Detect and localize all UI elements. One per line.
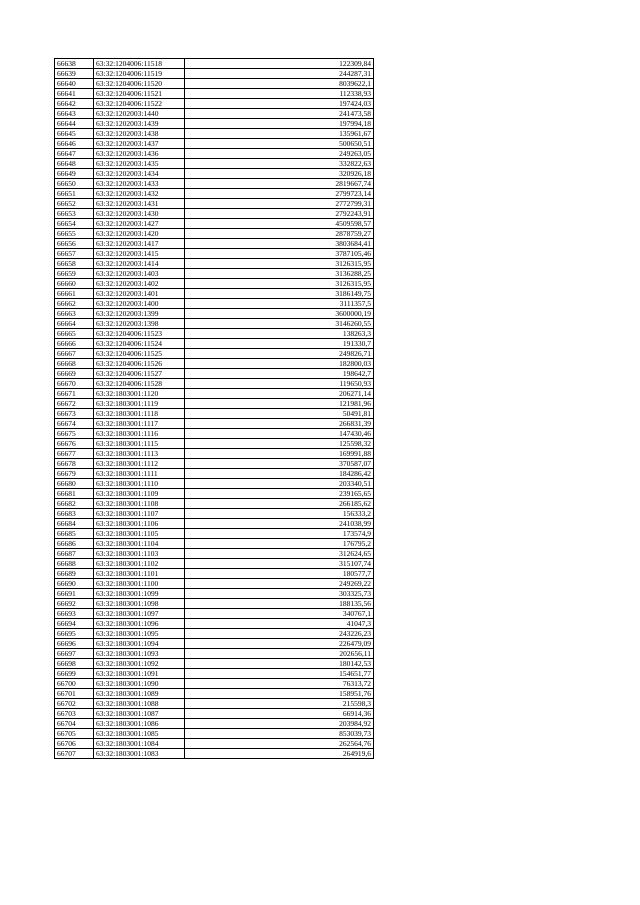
table-row [55,229,374,239]
table-row [55,359,374,369]
cadastral-number-cell: 63:32:1803001:1095 [94,629,185,639]
cadastral-value-cell: 135961,67 [185,129,374,139]
table-row [55,399,374,409]
cadastral-number-cell: 63:32:1204006:11519 [94,69,185,79]
cadastral-number-cell: 63:32:1202003:1415 [94,249,185,259]
cadastral-value-cell: 241473,58 [185,109,374,119]
cadastral-value-cell: 3136288,25 [185,269,374,279]
cadastral-value-table [54,58,374,759]
cadastral-number-cell: 63:32:1204006:11528 [94,379,185,389]
row-number-cell: 66702 [55,699,94,709]
cadastral-number-cell: 63:32:1202003:1420 [94,229,185,239]
table-row [55,109,374,119]
cadastral-number-cell: 63:32:1204006:11522 [94,99,185,109]
cadastral-number-cell: 63:32:1803001:1099 [94,589,185,599]
table-row [55,659,374,669]
cadastral-number-cell: 63:32:1202003:1402 [94,279,185,289]
row-number-cell: 66700 [55,679,94,689]
cadastral-number-cell: 63:32:1803001:1108 [94,499,185,509]
table-row [55,649,374,659]
cadastral-value-cell: 3111357,5 [185,299,374,309]
row-number-cell: 66661 [55,289,94,299]
table-row [55,89,374,99]
cadastral-value-cell: 180142,53 [185,659,374,669]
cadastral-value-cell: 66914,36 [185,709,374,719]
row-number-cell: 66670 [55,379,94,389]
cadastral-number-cell: 63:32:1202003:1434 [94,169,185,179]
table-row [55,489,374,499]
cadastral-number-cell: 63:32:1204006:11520 [94,79,185,89]
table-row [55,579,374,589]
cadastral-value-cell: 203340,51 [185,479,374,489]
row-number-cell: 66677 [55,449,94,459]
cadastral-number-cell: 63:32:1202003:1417 [94,239,185,249]
table-row [55,269,374,279]
cadastral-number-cell: 63:32:1204006:11521 [94,89,185,99]
cadastral-number-cell: 63:32:1202003:1431 [94,199,185,209]
row-number-cell: 66671 [55,389,94,399]
row-number-cell: 66692 [55,599,94,609]
row-number-cell: 66704 [55,719,94,729]
cadastral-value-cell: 303325,73 [185,589,374,599]
cadastral-value-cell: 41047,3 [185,619,374,629]
row-number-cell: 66657 [55,249,94,259]
cadastral-number-cell: 63:32:1803001:1112 [94,459,185,469]
cadastral-number-cell: 63:32:1202003:1398 [94,319,185,329]
row-number-cell: 66687 [55,549,94,559]
row-number-cell: 66674 [55,419,94,429]
row-number-cell: 66678 [55,459,94,469]
cadastral-value-cell: 266185,62 [185,499,374,509]
row-number-cell: 66652 [55,199,94,209]
row-number-cell: 66647 [55,149,94,159]
row-number-cell: 66639 [55,69,94,79]
table-row [55,449,374,459]
table-row [55,589,374,599]
row-number-cell: 66669 [55,369,94,379]
row-number-cell: 66686 [55,539,94,549]
table-row [55,419,374,429]
cadastral-number-cell: 63:32:1202003:1401 [94,289,185,299]
cadastral-value-cell: 50491,81 [185,409,374,419]
table-row [55,329,374,339]
cadastral-value-cell: 176795,2 [185,539,374,549]
table-row [55,459,374,469]
row-number-cell: 66642 [55,99,94,109]
row-number-cell: 66684 [55,519,94,529]
cadastral-value-cell: 182800,03 [185,359,374,369]
cadastral-number-cell: 63:32:1202003:1438 [94,129,185,139]
cadastral-number-cell: 63:32:1202003:1440 [94,109,185,119]
row-number-cell: 66643 [55,109,94,119]
cadastral-value-cell: 169991,88 [185,449,374,459]
row-number-cell: 66673 [55,409,94,419]
cadastral-number-cell: 63:32:1202003:1414 [94,259,185,269]
cadastral-value-cell: 125598,32 [185,439,374,449]
cadastral-number-cell: 63:32:1803001:1101 [94,569,185,579]
row-number-cell: 66676 [55,439,94,449]
table-row [55,729,374,739]
row-number-cell: 66688 [55,559,94,569]
cadastral-number-cell: 63:32:1803001:1104 [94,539,185,549]
cadastral-number-cell: 63:32:1202003:1433 [94,179,185,189]
row-number-cell: 66706 [55,739,94,749]
cadastral-number-cell: 63:32:1803001:1110 [94,479,185,489]
row-number-cell: 66663 [55,309,94,319]
cadastral-value-cell: 121981,96 [185,399,374,409]
cadastral-number-cell: 63:32:1803001:1092 [94,659,185,669]
cadastral-value-cell: 320926,18 [185,169,374,179]
row-number-cell: 66694 [55,619,94,629]
table-row [55,559,374,569]
row-number-cell: 66651 [55,189,94,199]
table-row [55,749,374,759]
table-row [55,159,374,169]
cadastral-value-cell: 156333,2 [185,509,374,519]
cadastral-value-cell: 3126315,95 [185,279,374,289]
cadastral-number-cell: 63:32:1202003:1439 [94,119,185,129]
row-number-cell: 66665 [55,329,94,339]
cadastral-value-cell: 184286,42 [185,469,374,479]
table-row [55,689,374,699]
row-number-cell: 66660 [55,279,94,289]
table-row [55,239,374,249]
table-row [55,609,374,619]
cadastral-value-cell: 340767,1 [185,609,374,619]
cadastral-number-cell: 63:32:1202003:1436 [94,149,185,159]
table-row [55,129,374,139]
row-number-cell: 66656 [55,239,94,249]
cadastral-value-cell: 244287,31 [185,69,374,79]
table-row [55,249,374,259]
table-row [55,199,374,209]
cadastral-value-cell: 853039,73 [185,729,374,739]
row-number-cell: 66664 [55,319,94,329]
table-row [55,139,374,149]
cadastral-value-cell: 197424,03 [185,99,374,109]
cadastral-number-cell: 63:32:1803001:1098 [94,599,185,609]
row-number-cell: 66646 [55,139,94,149]
table-row [55,499,374,509]
row-number-cell: 66703 [55,709,94,719]
cadastral-number-cell: 63:32:1803001:1120 [94,389,185,399]
cadastral-number-cell: 63:32:1803001:1105 [94,529,185,539]
table-row [55,339,374,349]
cadastral-number-cell: 63:32:1202003:1403 [94,269,185,279]
cadastral-number-cell: 63:32:1803001:1111 [94,469,185,479]
table-row [55,299,374,309]
cadastral-number-cell: 63:32:1803001:1118 [94,409,185,419]
row-number-cell: 66705 [55,729,94,739]
table-row [55,709,374,719]
table-row [55,169,374,179]
cadastral-number-cell: 63:32:1803001:1097 [94,609,185,619]
row-number-cell: 66662 [55,299,94,309]
cadastral-value-cell: 191330,7 [185,339,374,349]
row-number-cell: 66707 [55,749,94,759]
row-number-cell: 66697 [55,649,94,659]
table-row [55,319,374,329]
cadastral-value-cell: 370587,07 [185,459,374,469]
cadastral-value-cell: 249826,71 [185,349,374,359]
table-row [55,679,374,689]
table-row [55,59,374,69]
table-row [55,69,374,79]
table-row [55,529,374,539]
cadastral-number-cell: 63:32:1803001:1087 [94,709,185,719]
cadastral-number-cell: 63:32:1204006:11526 [94,359,185,369]
table-row [55,379,374,389]
cadastral-value-cell: 2819667,74 [185,179,374,189]
table-row [55,479,374,489]
table-row [55,639,374,649]
table-row [55,259,374,269]
cadastral-number-cell: 63:32:1803001:1091 [94,669,185,679]
table-row [55,539,374,549]
cadastral-value-cell: 173574,9 [185,529,374,539]
table-row [55,629,374,639]
cadastral-value-cell: 2772799,31 [185,199,374,209]
row-number-cell: 66650 [55,179,94,189]
cadastral-number-cell: 63:32:1202003:1400 [94,299,185,309]
cadastral-value-cell: 198642,7 [185,369,374,379]
row-number-cell: 66690 [55,579,94,589]
cadastral-number-cell: 63:32:1803001:1096 [94,619,185,629]
cadastral-value-cell: 112338,93 [185,89,374,99]
cadastral-number-cell: 63:32:1803001:1113 [94,449,185,459]
cadastral-number-cell: 63:32:1803001:1107 [94,509,185,519]
cadastral-value-cell: 3803684,41 [185,239,374,249]
row-number-cell: 66689 [55,569,94,579]
cadastral-number-cell: 63:32:1803001:1109 [94,489,185,499]
row-number-cell: 66682 [55,499,94,509]
row-number-cell: 66698 [55,659,94,669]
row-number-cell: 66683 [55,509,94,519]
row-number-cell: 66691 [55,589,94,599]
cadastral-value-cell: 264919,6 [185,749,374,759]
cadastral-value-cell: 249263,05 [185,149,374,159]
cadastral-number-cell: 63:32:1204006:11518 [94,59,185,69]
cadastral-number-cell: 63:32:1202003:1435 [94,159,185,169]
cadastral-number-cell: 63:32:1202003:1437 [94,139,185,149]
table-row [55,309,374,319]
row-number-cell: 66679 [55,469,94,479]
table-row [55,429,374,439]
cadastral-number-cell: 63:32:1803001:1115 [94,439,185,449]
cadastral-number-cell: 63:32:1204006:11523 [94,329,185,339]
row-number-cell: 66699 [55,669,94,679]
row-number-cell: 66658 [55,259,94,269]
cadastral-number-cell: 63:32:1202003:1427 [94,219,185,229]
cadastral-number-cell: 63:32:1202003:1430 [94,209,185,219]
row-number-cell: 66654 [55,219,94,229]
table-row [55,669,374,679]
cadastral-value-cell: 180577,7 [185,569,374,579]
table-row [55,149,374,159]
cadastral-number-cell: 63:32:1803001:1088 [94,699,185,709]
cadastral-value-cell: 241038,99 [185,519,374,529]
table-row [55,739,374,749]
cadastral-value-cell: 3787105,46 [185,249,374,259]
cadastral-value-cell: 315107,74 [185,559,374,569]
row-number-cell: 66645 [55,129,94,139]
table-row [55,389,374,399]
cadastral-value-cell: 203984,92 [185,719,374,729]
table-row [55,439,374,449]
cadastral-value-cell: 2792243,91 [185,209,374,219]
cadastral-value-cell: 138263,3 [185,329,374,339]
cadastral-value-cell: 122309,84 [185,59,374,69]
row-number-cell: 66638 [55,59,94,69]
table-row [55,179,374,189]
cadastral-value-cell: 239165,65 [185,489,374,499]
table-row [55,549,374,559]
cadastral-value-cell: 2799723,14 [185,189,374,199]
row-number-cell: 66672 [55,399,94,409]
cadastral-number-cell: 63:32:1803001:1100 [94,579,185,589]
cadastral-value-cell: 202656,11 [185,649,374,659]
row-number-cell: 66641 [55,89,94,99]
cadastral-number-cell: 63:32:1803001:1117 [94,419,185,429]
cadastral-value-cell: 215598,3 [185,699,374,709]
table-row [55,219,374,229]
table-row [55,619,374,629]
table-body [55,59,374,759]
row-number-cell: 66701 [55,689,94,699]
table-row [55,409,374,419]
cadastral-number-cell: 63:32:1204006:11524 [94,339,185,349]
cadastral-value-cell: 3126315,95 [185,259,374,269]
cadastral-number-cell: 63:32:1204006:11525 [94,349,185,359]
row-number-cell: 66640 [55,79,94,89]
cadastral-value-cell: 243226,23 [185,629,374,639]
cadastral-value-cell: 226479,09 [185,639,374,649]
cadastral-value-cell: 332822,63 [185,159,374,169]
table-row [55,719,374,729]
cadastral-number-cell: 63:32:1803001:1116 [94,429,185,439]
cadastral-value-cell: 266831,39 [185,419,374,429]
row-number-cell: 66675 [55,429,94,439]
cadastral-number-cell: 63:32:1803001:1089 [94,689,185,699]
row-number-cell: 66695 [55,629,94,639]
cadastral-value-cell: 3146260,55 [185,319,374,329]
row-number-cell: 66696 [55,639,94,649]
cadastral-value-cell: 119650,93 [185,379,374,389]
cadastral-value-cell: 3186149,75 [185,289,374,299]
cadastral-value-cell: 262564,76 [185,739,374,749]
table-row [55,209,374,219]
table-row [55,469,374,479]
cadastral-number-cell: 63:32:1803001:1093 [94,649,185,659]
cadastral-number-cell: 63:32:1204006:11527 [94,369,185,379]
row-number-cell: 66681 [55,489,94,499]
row-number-cell: 66668 [55,359,94,369]
cadastral-value-cell: 2878759,27 [185,229,374,239]
cadastral-value-cell: 4509598,57 [185,219,374,229]
table-row [55,349,374,359]
cadastral-number-cell: 63:32:1803001:1106 [94,519,185,529]
row-number-cell: 66644 [55,119,94,129]
cadastral-number-cell: 63:32:1202003:1399 [94,309,185,319]
row-number-cell: 66666 [55,339,94,349]
cadastral-value-cell: 188135,56 [185,599,374,609]
row-number-cell: 66649 [55,169,94,179]
table-row [55,569,374,579]
table-row [55,699,374,709]
cadastral-value-cell: 76313,72 [185,679,374,689]
cadastral-number-cell: 63:32:1803001:1086 [94,719,185,729]
cadastral-value-cell: 3600000,19 [185,309,374,319]
table-row [55,369,374,379]
row-number-cell: 66693 [55,609,94,619]
table-row [55,79,374,89]
cadastral-number-cell: 63:32:1803001:1083 [94,749,185,759]
row-number-cell: 66653 [55,209,94,219]
row-number-cell: 66648 [55,159,94,169]
cadastral-number-cell: 63:32:1803001:1103 [94,549,185,559]
cadastral-value-cell: 158951,76 [185,689,374,699]
cadastral-value-cell: 154651,77 [185,669,374,679]
cadastral-value-cell: 8039622,1 [185,79,374,89]
cadastral-number-cell: 63:32:1803001:1084 [94,739,185,749]
cadastral-number-cell: 63:32:1803001:1085 [94,729,185,739]
cadastral-value-cell: 249269,22 [185,579,374,589]
table-row [55,509,374,519]
cadastral-value-cell: 312624,65 [185,549,374,559]
table-row [55,289,374,299]
cadastral-number-cell: 63:32:1803001:1119 [94,399,185,409]
row-number-cell: 66680 [55,479,94,489]
row-number-cell: 66667 [55,349,94,359]
cadastral-number-cell: 63:32:1202003:1432 [94,189,185,199]
cadastral-value-cell: 206271,14 [185,389,374,399]
table-row [55,599,374,609]
cadastral-value-cell: 500650,51 [185,139,374,149]
cadastral-number-cell: 63:32:1803001:1102 [94,559,185,569]
cadastral-number-cell: 63:32:1803001:1090 [94,679,185,689]
row-number-cell: 66659 [55,269,94,279]
table-row [55,99,374,109]
cadastral-value-cell: 197994,18 [185,119,374,129]
table-row [55,519,374,529]
table-row [55,279,374,289]
table-row [55,119,374,129]
table-row [55,189,374,199]
row-number-cell: 66685 [55,529,94,539]
cadastral-number-cell: 63:32:1803001:1094 [94,639,185,649]
row-number-cell: 66655 [55,229,94,239]
cadastral-value-cell: 147430,46 [185,429,374,439]
